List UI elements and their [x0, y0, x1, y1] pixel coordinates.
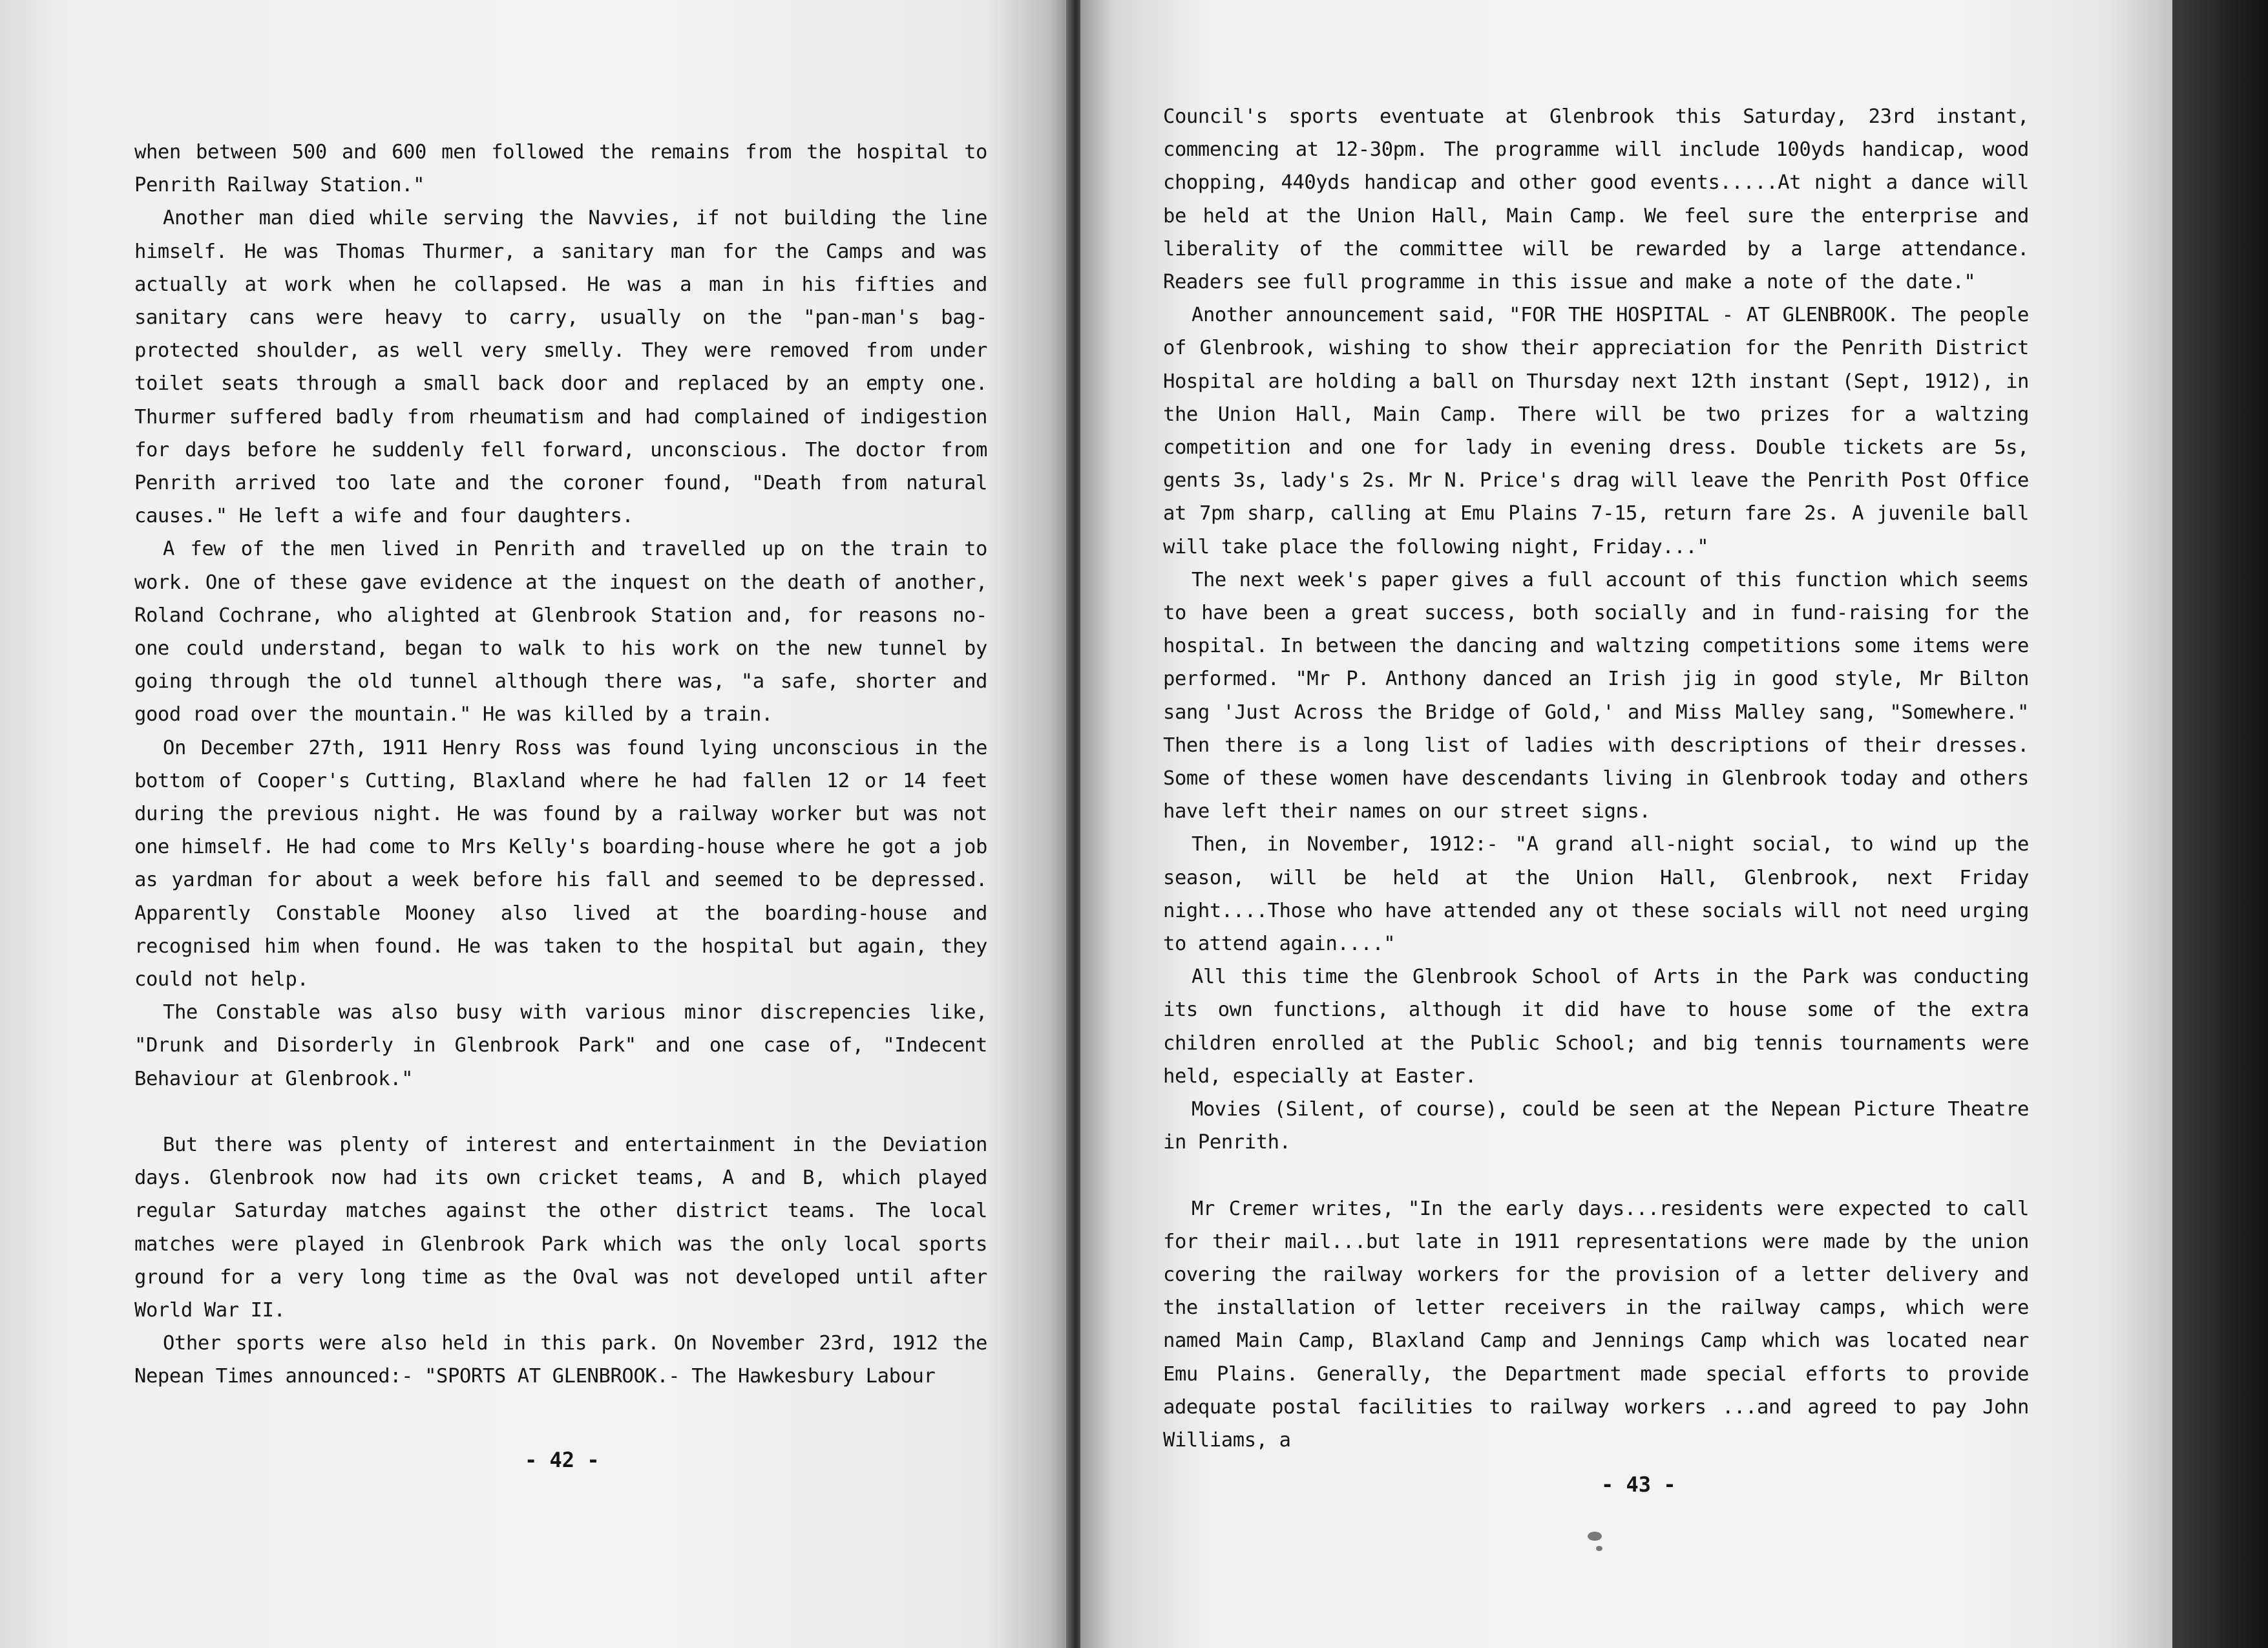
paragraph: Then, in November, 1912:- "A grand all-night social, to wind up the season, will be held at the Union Hall, Glenbrook, next Friday night....Those who have attended any ot these socials will not need urging to attend again....": [1163, 833, 2029, 956]
paragraph: when between 500 and 600 men followed the remains from the hospital to Penrith Railway Station.": [134, 141, 987, 197]
paragraph: A few of the men lived in Penrith and travelled up on the train to work. One of these gave evidence at the inquest on the death of another, Roland Cochrane, who alighted at Glenbrook Station and, for reasons no-one could understand, began to walk to his work on the new tunnel by going through the old tunnel although there was, "a safe, shorter and good road over the mountain." He was killed by a train.: [134, 538, 987, 726]
paragraph: Another man died while serving the Navvies, if not building the line himself. He was Thomas Thurmer, a sanitary man for the Camps and was actually at work when he collapsed. He was a man in his fifties and sanitary cans were heavy to carry, usually on the "pan-man's bag-protected shoulder, as well very smelly. They were removed from under toilet seats through a small back door and replaced by an empty one. Thurmer suffered badly from rheumatism and had complained of indigestion for days before he suddenly fell forward, unconscious. The doctor from Penrith arrived too late and the coroner found, "Death from natural causes." He left a wife and four daughters.: [134, 207, 987, 528]
scan-background: [2172, 0, 2268, 1648]
paragraph: The Constable was also busy with various minor discrepencies like, "Drunk and Disorderly in Glenbrook Park" and one case of, "Indecent Behaviour at Glenbrook.": [134, 1001, 987, 1090]
paragraph: But there was plenty of interest and entertainment in the Deviation days. Glenbrook now had its own cricket teams, A and B, which played regular Saturday matches against the other district teams. The local matches were played in Glenbrook Park which was the only local sports ground for a very long time as the Oval was not developed until after World War II.: [134, 1133, 987, 1322]
left-page: [0, 0, 1073, 1648]
paragraph: The next week's paper gives a full account of this function which seems to have been a great success, both socially and in fund-raising for the hospital. In between the dancing and waltzing competitions some items were performed. "Mr P. Anthony danced an Irish jig in good style, Mr Bilton sang 'Just Across the Bridge of Gold,' and Miss Malley sang, "Somewhere." Then there is a long list of ladies with descriptions of their dresses. Some of these women have descendants living in Glenbrook today and others have left their names on our street signs.: [1163, 568, 2029, 823]
section-gap: [1163, 1159, 2029, 1192]
paper-speck: [1588, 1532, 1602, 1541]
left-page-text: [134, 136, 987, 1393]
paragraph: Another announcement said, "FOR THE HOSPITAL - AT GLENBROOK. The people of Glenbrook, wishing to show their appreciation for the Penrith District Hospital are holding a ball on Thursday next 12th instant (Sept, 1912), in the Union Hall, Main Camp. There will be two prizes for a waltzing competition and one for lady in evening dress. Double tickets are 5s, gents 3s, lady's 2s. Mr N. Price's drag will leave the Penrith Post Office at 7pm sharp, calling at Emu Plains 7-15, return fare 2s. A juvenile ball will take place the following night, Friday...": [1163, 304, 2029, 558]
paragraph: Council's sports eventuate at Glenbrook this Saturday, 23rd instant, commencing at 12-30pm. The programme will include 100yds handicap, wood chopping, 440yds handicap and other good events.....At night a dance will be held at the Union Hall, Main Camp. We feel sure the enterprise and liberality of the committee will be rewarded by a large attendance. Readers see full programme in this issue and make a note of the date.": [1163, 105, 2029, 294]
page-number: - 42 -: [525, 1448, 600, 1472]
right-page-text: [1163, 100, 2029, 1457]
paragraph: All this time the Glenbrook School of Arts in the Park was conducting its own functions, although it did have to house some of the extra children enrolled at the Public School; and big tennis tournaments were held, especially at Easter.: [1163, 966, 2029, 1088]
paragraph: On December 27th, 1911 Henry Ross was found lying unconscious in the bottom of Cooper's Cutting, Blaxland where he had fallen 12 or 14 feet during the previous night. He was found by a railway worker but was not one himself. He had come to Mrs Kelly's boarding-house where he got a job as yardman for about a week before his fall and seemed to be depressed. Apparently Constable Mooney also lived at the boarding-house and recognised him when found. He was taken to the hospital but again, they could not help.: [134, 736, 987, 991]
paragraph: Movies (Silent, of course), could be seen at the Nepean Picture Theatre in Penrith.: [1163, 1098, 2029, 1154]
section-gap: [134, 1095, 987, 1128]
paper-speck: [1596, 1546, 1602, 1551]
paragraph: Other sports were also held in this park. On November 23rd, 1912 the Nepean Times announced:- "SPORTS AT GLENBROOK.- The Hawkesbury Labour: [134, 1332, 987, 1388]
paragraph: Mr Cremer writes, "In the early days...residents were expected to call for their mail...but late in 1911 representations were made by the union covering the railway workers for the provision of a letter delivery and the installation of letter receivers in the railway camps, which were named Main Camp, Blaxland Camp and Jennings Camp which was located near Emu Plains. Generally, the Department made special efforts to provide adequate postal facilities to railway workers ...and agreed to pay John Williams, a: [1163, 1197, 2029, 1452]
page-number: - 43 -: [1601, 1472, 1676, 1497]
